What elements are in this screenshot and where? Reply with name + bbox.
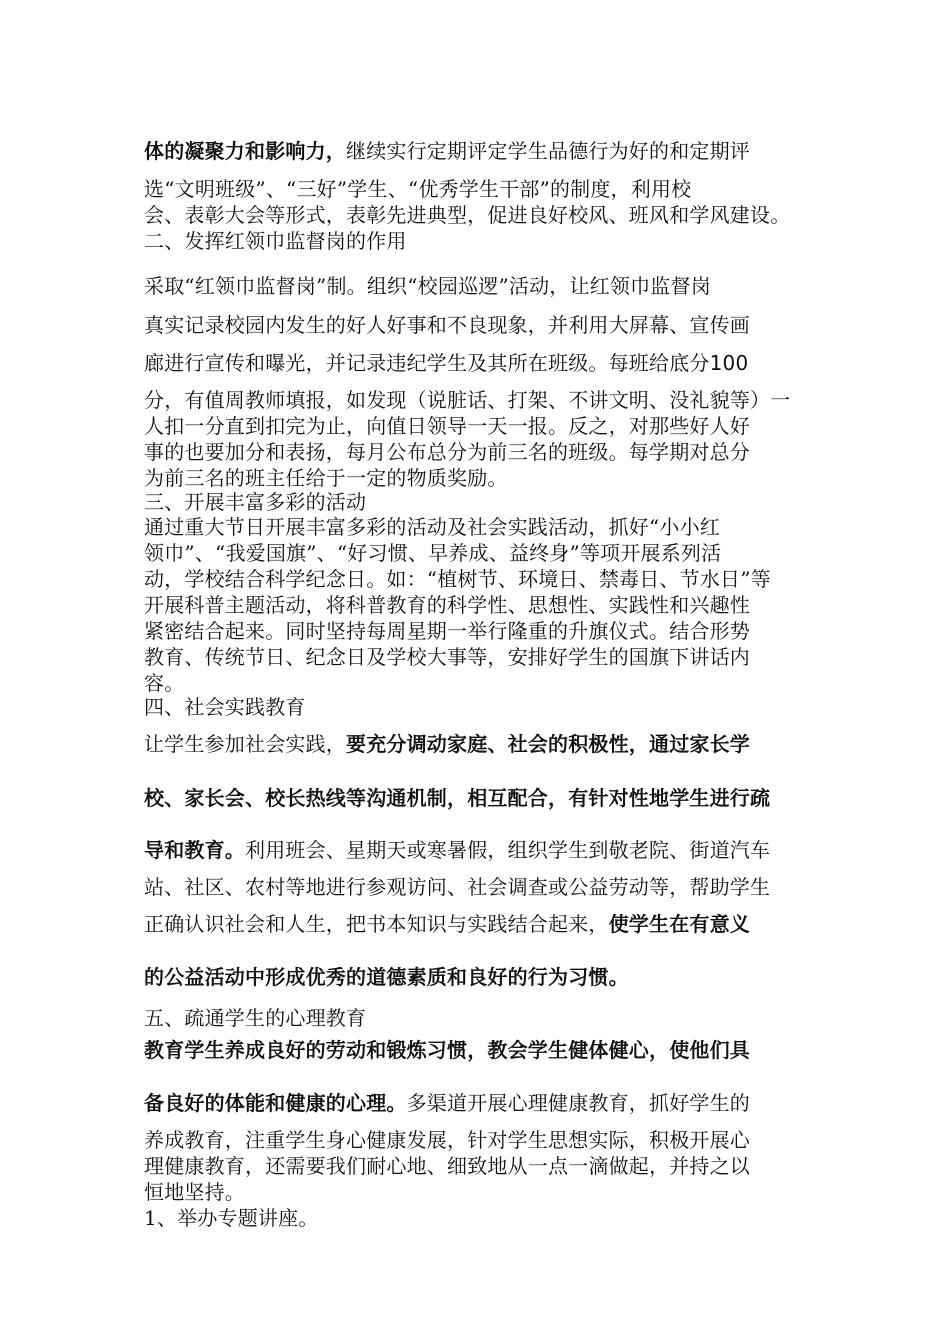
paragraph-line: 理健康教育，还需要我们耐心地、细致地从一点一滴做起，并持之以: [144, 1154, 750, 1178]
paragraph-line: 的公益活动中形成优秀的道德素质和良好的行为习惯。: [144, 965, 629, 989]
paragraph-line: 教育学生养成良好的劳动和锻炼习惯，教会学生健体健心，使他们具: [144, 1038, 750, 1062]
paragraph-line: 恒地坚持。: [144, 1180, 245, 1204]
text: 多渠道开展心理健康教育，抓好学生的: [406, 1091, 751, 1115]
number-text: 100: [709, 351, 749, 375]
section-heading-3: 三、开展丰富多彩的活动: [144, 490, 367, 514]
text: 继续实行定期评定学生品德行为好的和定期评: [346, 139, 750, 163]
paragraph-line: 紧密结合起来。同时坚持每周星期一举行隆重的升旗仪式。结合形势: [144, 619, 750, 643]
text: 正确认识社会和人生，把书本知识与实践结合起来，: [144, 912, 609, 936]
paragraph-line: 容。: [144, 671, 185, 695]
section-heading-5: 五、疏通学生的心理教育: [144, 1006, 367, 1030]
paragraph-line: 选“文明班级”、“三好”学生、“优秀学生干部”的制度，利用校: [144, 177, 692, 201]
paragraph-line: 教育、传统节日、纪念日及学校大事等，安排好学生的国旗下讲话内: [144, 645, 750, 669]
bold-text: 导和教育。: [144, 838, 245, 862]
paragraph-line: [144, 1090, 814, 1116]
bold-text: 备良好的体能和健康的心理。: [144, 1091, 407, 1115]
bold-text: 使学生在有意义: [608, 912, 751, 936]
paragraph-line: 站、社区、农村等地进行参观访问、社会调查或公益劳动等，帮助学生: [144, 875, 771, 899]
paragraph-line: 人扣一分直到扣完为止，向值日领导一天一报。反之，对那些好人好: [144, 414, 750, 438]
text: 利用班会、星期天或寒暑假，组织学生到敬老院、街道汽车: [245, 838, 771, 862]
paragraph-line: 分，有值周教师填报，如发现（说脏话、打架、不讲文明、没礼貌等）一: [144, 388, 791, 412]
bold-text: 要充分调动家庭、社会的积极性，通过家长学: [346, 732, 750, 756]
bold-text: 体的凝聚力和影响力，: [144, 139, 346, 163]
paragraph-line: 领巾”、“我爱国旗”、“好习惯、早养成、益终身”等项开展系列活: [144, 541, 722, 565]
text: 让学生参加社会实践，: [144, 732, 346, 756]
paragraph-line: 校、家长会、校长热线等沟通机制，相互配合，有针对性地学生进行疏: [144, 786, 771, 810]
text: 廊进行宣传和曝光，并记录违纪学生及其所在班级。每班给底分: [144, 351, 710, 375]
list-item: 1、举办专题讲座。: [144, 1206, 319, 1230]
paragraph-line: 采取“红领巾监督岗”制。组织“校园巡逻”活动，让红领巾监督岗: [144, 274, 711, 298]
paragraph-line: 养成教育，注重学生身心健康发展，针对学生思想实际，积极开展心: [144, 1128, 750, 1152]
section-heading-4: 四、社会实践教育: [144, 695, 306, 719]
paragraph-line: 为前三名的班主任给于一定的物质奖励。: [144, 466, 508, 490]
paragraph-line: 动，学校结合科学纪念日。如：“植树节、环境日、禁毒日、节水日”等: [144, 567, 771, 591]
paragraph-line: 开展科普主题活动，将科普教育的科学性、思想性、实践性和兴趣性: [144, 593, 750, 617]
section-heading-2: 二、发挥红领巾监督岗的作用: [144, 229, 407, 253]
paragraph-line: 会、表彰大会等形式，表彰先进典型，促进良好校风、班风和学风建设。: [144, 203, 791, 227]
paragraph-line: [144, 837, 814, 863]
paragraph-line: 通过重大节日开展丰富多彩的活动及社会实践活动，抓好“小小红: [144, 515, 721, 539]
paragraph-line: [144, 350, 814, 376]
paragraph-line: 真实记录校园内发生的好人好事和不良现象，并利用大屏幕、宣传画: [144, 313, 750, 337]
paragraph-line: [144, 911, 814, 937]
paragraph-line: [144, 138, 814, 164]
paragraph-line: 事的也要加分和表扬，每月公布总分为前三名的班级。每学期对总分: [144, 440, 750, 464]
paragraph-line: [144, 731, 814, 757]
